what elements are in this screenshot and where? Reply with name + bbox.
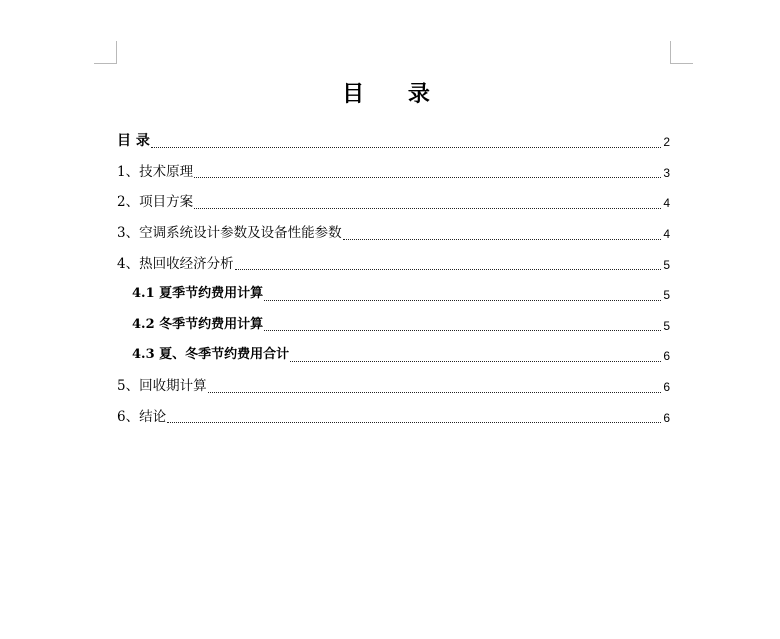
toc-page-number: 4	[663, 227, 670, 242]
toc-entry-4[interactable]	[117, 248, 670, 279]
toc-dot-leader	[290, 361, 661, 362]
toc-entry-label: 4.2 冬季节约费用计算	[132, 316, 264, 332]
toc-dot-leader	[194, 208, 661, 209]
toc-entry-label: 6、结论	[117, 408, 167, 425]
toc-page-number: 2	[663, 135, 670, 150]
toc-dot-leader	[235, 269, 662, 270]
toc-entry-6[interactable]	[117, 401, 670, 432]
toc-page-number: 4	[663, 196, 670, 211]
toc-dot-leader	[167, 422, 661, 423]
toc-entry-contents[interactable]	[117, 126, 670, 157]
toc-entry-label: 3、空调系统设计参数及设备性能参数	[117, 225, 342, 242]
toc-page-number: 5	[663, 257, 670, 272]
toc-title: 目 录	[342, 81, 448, 107]
crop-mark-top-right	[670, 41, 693, 64]
toc-entry-label: 4、热回收经济分析	[117, 255, 234, 272]
toc-page-number: 6	[663, 349, 670, 364]
toc-entry-label: 目 录	[117, 133, 150, 150]
toc-page-number: 5	[663, 288, 670, 303]
toc-dot-leader	[343, 239, 662, 240]
table-of-contents	[117, 126, 670, 432]
crop-mark-top-left	[94, 41, 117, 64]
toc-dot-leader	[264, 330, 661, 331]
toc-entry-2[interactable]	[117, 187, 670, 218]
toc-entry-4-3[interactable]	[117, 340, 670, 371]
toc-entry-1[interactable]	[117, 157, 670, 188]
toc-dot-leader	[194, 177, 661, 178]
toc-page-number: 3	[663, 165, 670, 180]
toc-page-number: 6	[663, 410, 670, 425]
toc-entry-4-1[interactable]	[117, 279, 670, 310]
toc-dot-leader	[151, 147, 661, 148]
toc-dot-leader	[208, 392, 662, 393]
toc-entry-label: 4.3 夏、冬季节约费用合计	[132, 347, 290, 363]
toc-entry-label: 1、技术原理	[117, 163, 194, 180]
toc-entry-3[interactable]	[117, 218, 670, 249]
toc-entry-label: 4.1 夏季节约费用计算	[132, 286, 264, 302]
toc-entry-5[interactable]	[117, 371, 670, 402]
toc-entry-label: 5、回收期计算	[117, 378, 207, 395]
toc-page-number: 5	[663, 318, 670, 333]
toc-dot-leader	[264, 300, 661, 301]
toc-entry-label: 2、项目方案	[117, 194, 194, 211]
toc-entry-4-2[interactable]	[117, 310, 670, 341]
toc-page-number: 6	[663, 380, 670, 395]
